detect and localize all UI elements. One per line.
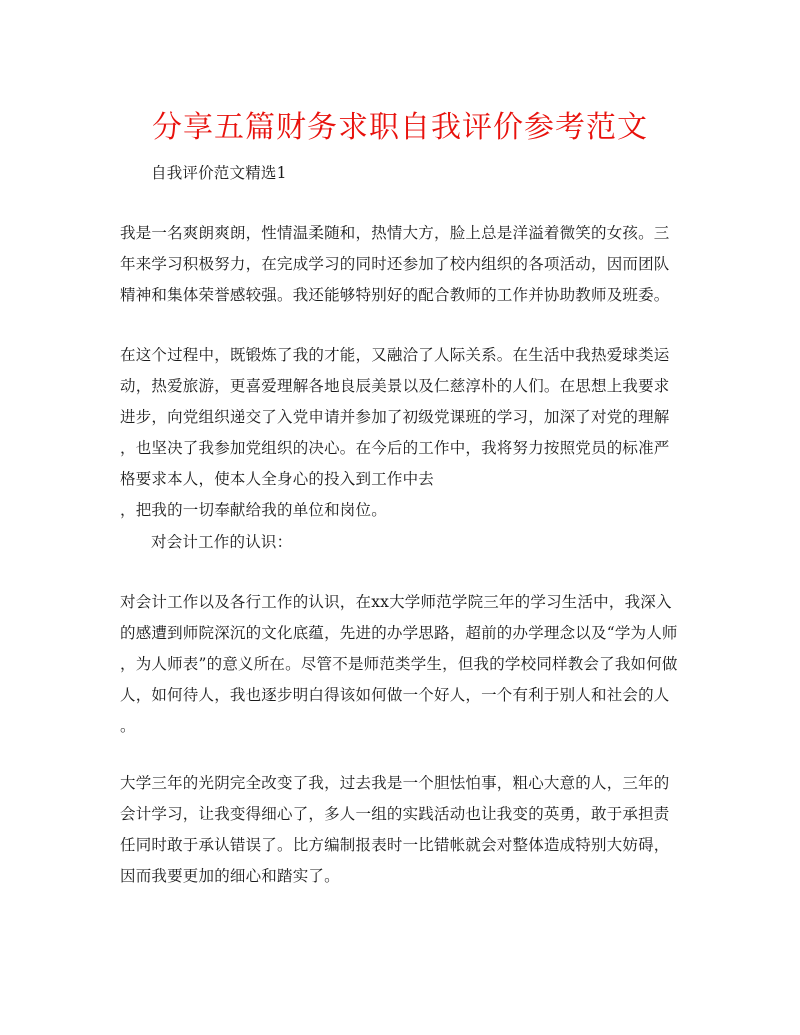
paragraph-line: 精神和集体荣誉感较强。我还能够特别好的配合教师的工作并协助教师及班委。	[120, 286, 670, 304]
paragraph-line: 对会计工作以及各行工作的认识，在xx大学师范学院三年的学习生活中，我深入	[120, 593, 672, 611]
paragraph-line: 在这个过程中，既锻炼了我的才能，又融洽了人际关系。在生活中我热爱球类运	[120, 346, 670, 364]
paragraph-line: 因而我要更加的细心和踏实了。	[120, 867, 340, 885]
paragraph-line: 年来学习积极努力，在完成学习的同时还参加了校内组织的各项活动，因而团队	[120, 255, 670, 273]
paragraph-line: 动，热爱旅游，更喜爱理解各地良辰美景以及仁慈淳朴的人们。在思想上我要求	[120, 377, 670, 395]
paragraph-line: 会计学习，让我变得细心了，多人一组的实践活动也让我变的英勇，敢于承担责	[120, 805, 670, 823]
subheading: 自我评价范文精选1	[151, 164, 287, 182]
paragraph-line: 格要求本人，使本人全身心的投入到工作中去	[120, 470, 435, 488]
document-title: 分享五篇财务求职自我评价参考范文	[152, 110, 648, 145]
paragraph-line: 大学三年的光阴完全改变了我，过去我是一个胆怯怕事，粗心大意的人，三年的	[120, 774, 670, 792]
paragraph-line: 人，如何待人，我也逐步明白得该如何做一个好人，一个有利于别人和社会的人	[120, 686, 670, 704]
paragraph-line: 。	[120, 717, 136, 735]
paragraph-line: ，也坚决了我参加党组织的决心。在今后的工作中，我将努力按照党员的标准严	[120, 439, 670, 457]
paragraph-line: 任同时敢于承认错误了。比方编制报表时一比错帐就会对整体造成特别大妨碍，	[120, 836, 670, 854]
section-heading: 对会计工作的认识：	[151, 533, 293, 551]
paragraph-line: ，把我的一切奉献给我的单位和岗位。	[120, 501, 387, 519]
paragraph-line: 进步，向党组织递交了入党申请并参加了初级党课班的学习，加深了对党的理解	[120, 408, 670, 426]
paragraph-line: 的感遭到师院深沉的文化底蕴，先进的办学思路，超前的办学理念以及“学为人师	[120, 624, 678, 642]
paragraph-line: ，为人师表”的意义所在。尽管不是师范类学生，但我的学校同样教会了我如何做	[120, 655, 678, 673]
paragraph-line: 我是一名爽朗爽朗，性情温柔随和，热情大方，脸上总是洋溢着微笑的女孩。三	[120, 224, 670, 242]
